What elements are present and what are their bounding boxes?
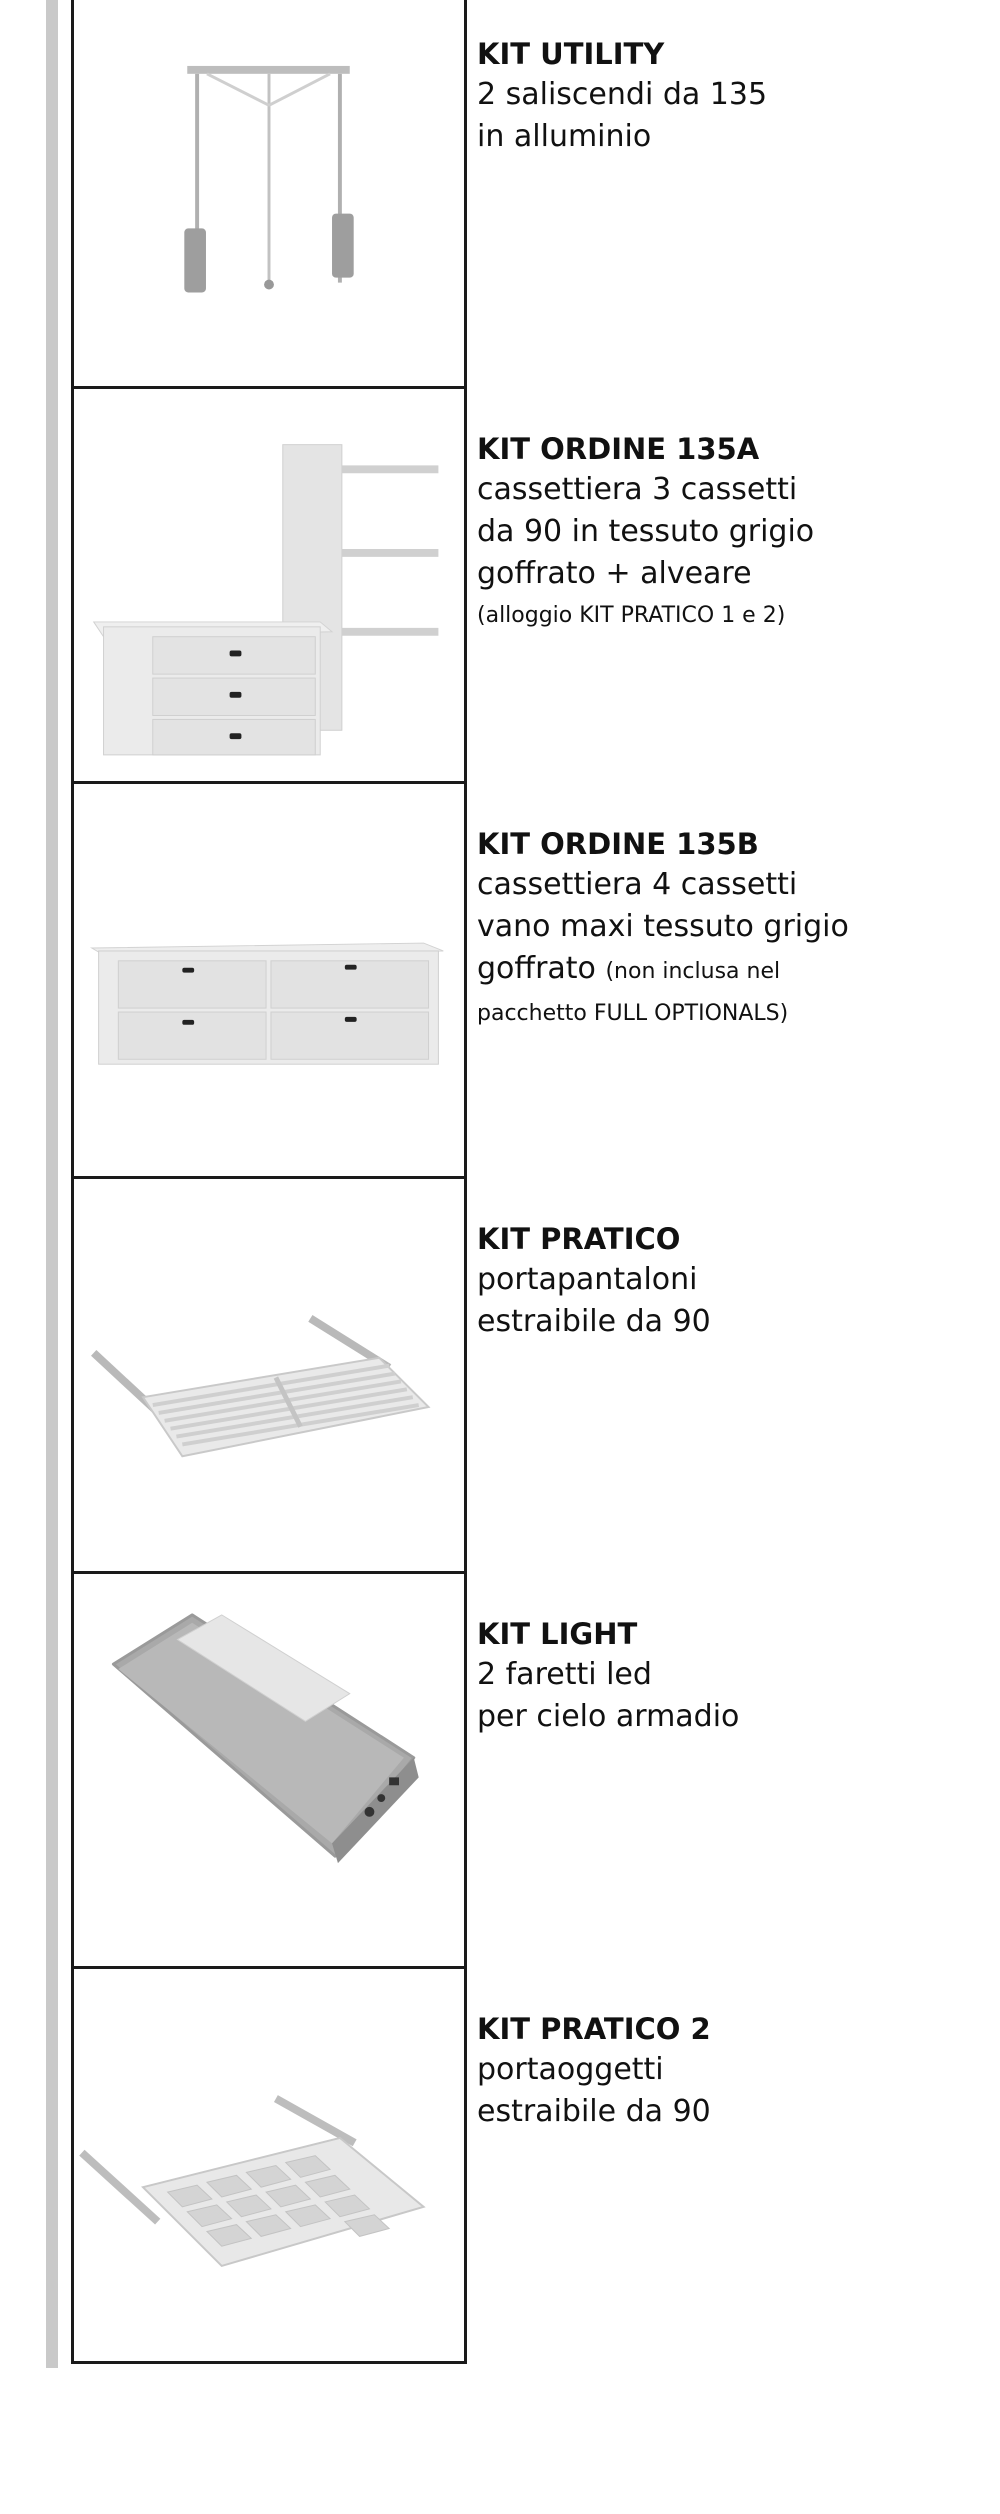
kit-description-line: per cielo armadio [477, 1699, 740, 1734]
kit-title: KIT PRATICO 2 [477, 2012, 711, 2046]
kit-description-line: estraibile da 90 [477, 2094, 711, 2129]
kit-pratico-image [71, 1179, 467, 1574]
kit-item-pratico [71, 1179, 871, 1574]
kit-title: KIT LIGHT [477, 1617, 638, 1651]
kit-description-line: 2 saliscendi da 135 [477, 77, 768, 112]
kit-description-line: da 90 in tessuto grigio [477, 514, 815, 549]
kit-ordine-135a-image [71, 389, 467, 784]
kit-description-line: in alluminio [477, 119, 652, 154]
kit-item-light [71, 1574, 871, 1969]
kit-description-line: cassettiera 4 cassetti [477, 867, 798, 902]
kit-item-ordine-135b [71, 784, 871, 1179]
kit-description-line [477, 948, 897, 993]
kit-title: KIT UTILITY [477, 37, 665, 71]
kit-title: KIT ORDINE 135A [477, 432, 760, 466]
kit-description-line: portapantaloni [477, 1262, 698, 1297]
kit-description-line: goffrato + alveare [477, 556, 752, 591]
kit-note: pacchetto FULL OPTIONALS) [477, 1001, 789, 1026]
chest-4-drawers-illustration [74, 784, 464, 1176]
object-tray-illustration [74, 1969, 464, 2361]
kit-light-image [71, 1574, 467, 1969]
kit-pratico-2-image [71, 1969, 467, 2364]
kit-description-line: vano maxi tessuto grigio [477, 909, 849, 944]
kit-item-ordine-135a [71, 389, 871, 784]
kit-item-pratico-2 [71, 1969, 871, 2364]
chest-3-drawers-illustration [74, 389, 464, 781]
kit-item-utility [71, 0, 871, 389]
kit-note: (non inclusa nel [605, 959, 781, 984]
page-margin-bar [46, 0, 58, 2368]
kit-description-text: goffrato [477, 951, 596, 986]
kit-utility-image [71, 0, 467, 389]
kit-ordine-135b-image [71, 784, 467, 1179]
kit-description-line: portaoggetti [477, 2052, 664, 2087]
kit-note: (alloggio KIT PRATICO 1 e 2) [477, 603, 786, 628]
led-light-illustration [74, 1574, 464, 1966]
kit-description-line: 2 faretti led [477, 1657, 652, 1692]
kit-description-line: estraibile da 90 [477, 1304, 711, 1339]
trouser-rack-illustration [74, 1179, 464, 1571]
kit-title: KIT PRATICO [477, 1222, 681, 1256]
kit-title: KIT ORDINE 135B [477, 827, 759, 861]
kit-list [71, 0, 871, 2364]
pull-down-rails-illustration [74, 0, 464, 386]
kit-description-line: cassettiera 3 cassetti [477, 472, 798, 507]
